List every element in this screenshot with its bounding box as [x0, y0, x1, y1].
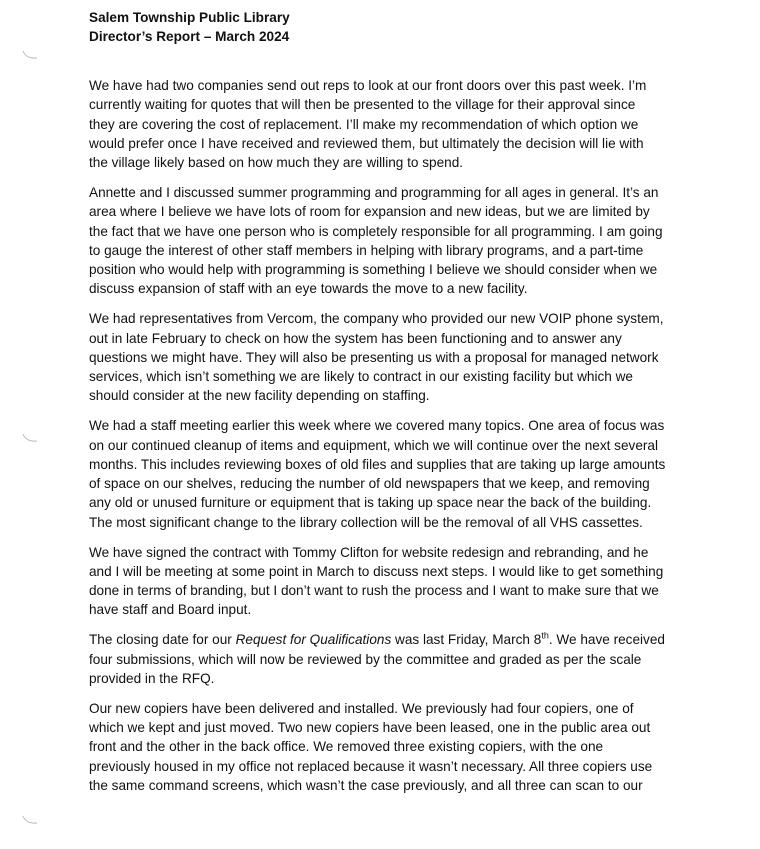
rfq-italic-title: Request for Qualifications: [235, 632, 392, 648]
text-line: out in late February to check on how the system has been functioning and to answer any: [89, 330, 622, 346]
text-line: services, which isn’t something we are likely to contract in our existing facility but which we: [89, 369, 633, 385]
text-line: [89, 630, 673, 649]
report-header: [89, 8, 290, 46]
text-line: they are covering the cost of replacement. I’ll make my recommendation of which option we: [89, 116, 639, 132]
binder-hole-mark-middle: [22, 433, 38, 443]
rfq-text-after: was last Friday, March 8: [391, 632, 542, 648]
rfq-text-before: The closing date for our: [89, 632, 236, 648]
report-body: [89, 76, 673, 806]
text-line: currently waiting for quotes that will then be presented to the village for their approval since: [89, 97, 636, 113]
text-line: any old or unused furniture or equipment that is taking up space near the back of the building.: [89, 495, 652, 511]
text-line: done in terms of branding, but I don’t want to rush the process and I want to make sure that we: [89, 583, 659, 599]
paragraph-vercom: [89, 309, 673, 405]
text-line: which we kept and just moved. Two new copiers have been leased, one in the public area out: [89, 719, 651, 735]
text-line: on our continued cleanup of items and equipment, which we will continue over the next several: [89, 437, 659, 453]
text-line: to gauge the interest of other staff members in helping with library programs, and a part-time: [89, 242, 644, 258]
text-line: provided in the RFQ.: [89, 670, 215, 686]
text-line: questions we might have. They will also be presenting us with a proposal for managed network: [89, 349, 659, 365]
paragraph-front-doors: [89, 76, 673, 172]
text-line: Annette and I discussed summer programming and programming for all ages in general. It’s an: [89, 184, 659, 200]
text-line: should consider at the new facility depending on staffing.: [89, 388, 430, 404]
paragraph-staff-meeting: [89, 416, 673, 532]
paragraph-rfq: [89, 630, 673, 688]
text-line: We have had two companies send out reps to look at our front doors over this past week. I’m: [89, 78, 647, 93]
text-line: the fact that we have one person who is completely responsible for all programming. I am going: [89, 223, 663, 239]
text-line: position who would help with programming is something I believe we should consider when we: [89, 262, 658, 278]
binder-hole-mark-bottom: [22, 815, 38, 825]
text-line: four submissions, which will now be reviewed by the committee and graded as per the scale: [89, 651, 642, 667]
text-line: front and the other in the back office. We removed three existing copiers, with the one: [89, 739, 604, 755]
text-line: and I will be meeting at some point in March to discuss next steps. I would like to get something: [89, 563, 664, 579]
text-line: We have signed the contract with Tommy Clifton for website redesign and rebranding, and he: [89, 544, 649, 560]
text-line: We had a staff meeting earlier this week where we covered many topics. One area of focus was: [89, 418, 665, 434]
text-line: the same command screens, which wasn’t the case previously, and all three can scan to our: [89, 777, 643, 793]
report-title: Director’s Report – March 2024: [89, 29, 290, 44]
paragraph-programming: [89, 183, 673, 299]
binder-hole-mark-top: [22, 50, 38, 60]
text-line: area where I believe we have lots of room for expansion and new ideas, but we are limited by: [89, 204, 650, 220]
ordinal-suffix: th: [541, 630, 549, 641]
text-line: previously housed in my office not replaced because it wasn’t necessary. All three copiers use: [89, 758, 653, 774]
text-line: the village likely based on how much they are willing to spend.: [89, 155, 464, 171]
organization-name: Salem Township Public Library: [89, 10, 290, 25]
text-line: would prefer once I have received and reviewed them, but ultimately the decision will lie with: [89, 135, 644, 151]
paragraph-website-redesign: [89, 543, 673, 620]
text-line: months. This includes reviewing boxes of old files and supplies that are taking up large amounts: [89, 456, 666, 472]
text-line: of space on our shelves, reducing the number of old newspapers that we keep, and removing: [89, 476, 650, 492]
text-line: discuss expansion of staff with an eye towards the move to a new facility.: [89, 281, 528, 297]
text-line: Our new copiers have been delivered and installed. We previously had four copiers, one of: [89, 700, 634, 716]
text-line: We had representatives from Vercom, the company who provided our new VOIP phone system,: [89, 311, 664, 327]
rfq-text-end: . We have received: [548, 632, 665, 648]
paragraph-copiers: [89, 699, 673, 795]
text-line: The most significant change to the library collection will be the removal of all VHS cassettes.: [89, 514, 643, 530]
text-line: have staff and Board input.: [89, 602, 252, 618]
